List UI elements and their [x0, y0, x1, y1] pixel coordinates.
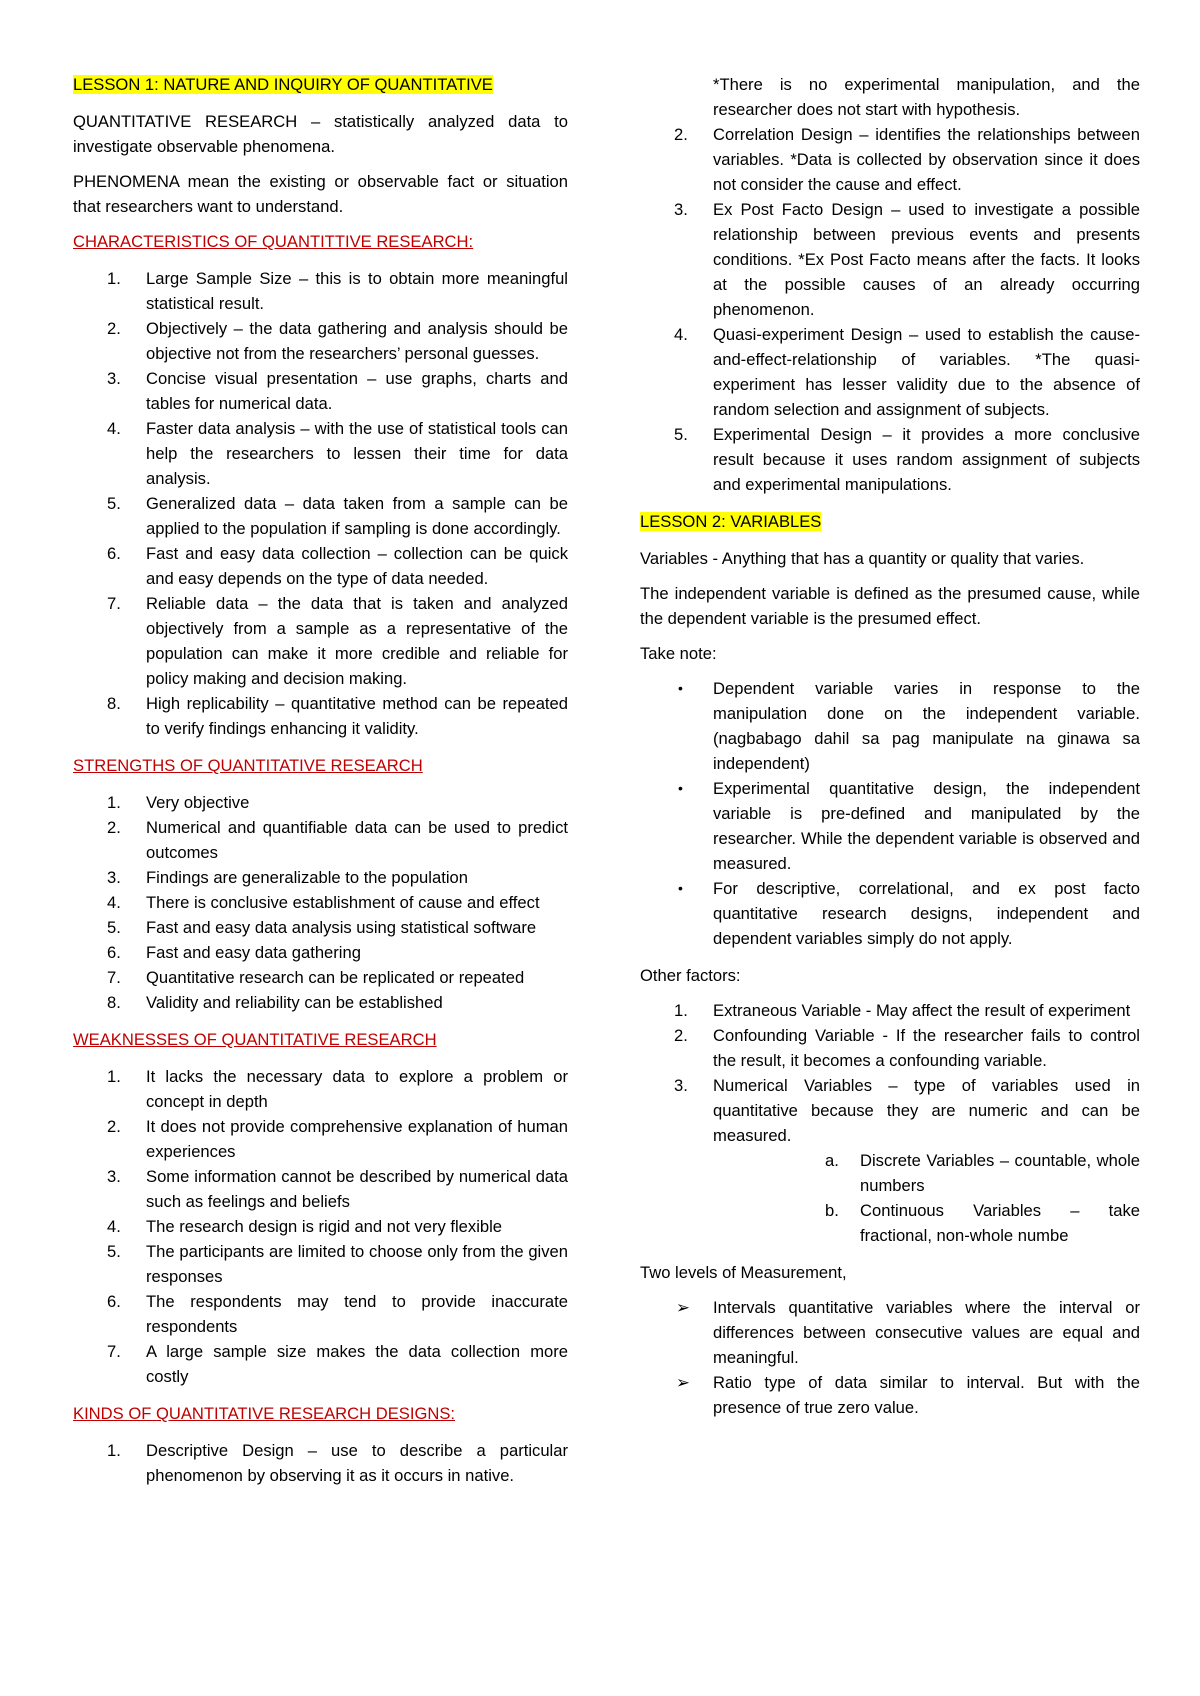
characteristics-list — [73, 266, 568, 741]
list-item: 5. Generalized data – data taken from a sample can be applied to the population if sampling is done accordingly. — [107, 494, 568, 538]
list-item: 1. Descriptive Design – use to describe a particular phenomenon by observing it as it occurs in native. — [107, 1441, 568, 1485]
list-item: 2. Correlation Design – identifies the relationships between variables. *Data is collected by observation since it does not consider the cause and effect. — [674, 125, 1140, 194]
arrow-icon: ➢ — [676, 1298, 690, 1317]
list-item: b. Continuous Variables – take fractional, non-whole numbe — [825, 1201, 1140, 1245]
list-item: 1. Extraneous Variable - May affect the result of experiment — [674, 1001, 1131, 1020]
list-item: 3. Ex Post Facto Design – used to investigate a possible relationship between previous events and presents conditions. *Ex Post Facto means after the facts. It looks at the possible causes of an already occurring phenomenon. — [674, 200, 1140, 319]
list-item: 6. The respondents may tend to provide inaccurate respondents — [107, 1292, 568, 1336]
list-item: 5. Fast and easy data analysis using statistical software — [107, 918, 537, 937]
list-item: 2. It does not provide comprehensive explanation of human experiences — [107, 1117, 568, 1161]
list-item: • Experimental quantitative design, the independent variable is pre-defined and manipulated by the researcher. While the dependent variable is observed and measured. — [640, 776, 1140, 876]
quantitative-research-definition: QUANTITATIVE RESEARCH – statistically analyzed data to investigate observable phenomena. — [73, 112, 568, 156]
arrow-icon: ➢ — [676, 1373, 690, 1392]
bullet-icon: • — [678, 680, 683, 696]
list-item: 7. A large sample size makes the data collection more costly — [107, 1342, 568, 1386]
list-item: 6. Fast and easy data gathering — [107, 943, 361, 962]
other-factors-list — [640, 998, 1140, 1248]
list-item: 5. Experimental Design – it provides a more conclusive result because it uses random assignment of subjects and experimental manipulations. — [674, 425, 1140, 494]
list-item: 2. Objectively – the data gathering and analysis should be objective not from the researchers’ personal guesses. — [107, 319, 568, 363]
list-item: 7. Reliable data – the data that is taken and analyzed objectively from a sample as a representative of the population can make it more credible and reliable for policy making and decision making. — [107, 594, 568, 688]
list-item: 1. Large Sample Size – this is to obtain more meaningful statistical result. — [107, 269, 568, 313]
list-item: 3. Numerical Variables – type of variables used in quantitative because they are numeric and can be measured. a. Discrete Variables – countable, whole numbers b. Continuous Variables – take fractional, non-whole numbe — [640, 1073, 1140, 1248]
list-item: 1. It lacks the necessary data to explore a problem or concept in depth — [107, 1067, 568, 1111]
bullet-icon: • — [678, 780, 683, 796]
list-item: 8. High replicability – quantitative method can be repeated to verify findings enhancing it validity. — [107, 694, 568, 738]
weaknesses-heading: WEAKNESSES OF QUANTITATIVE RESEARCH — [73, 1030, 437, 1049]
other-factors-label: Other factors: — [640, 966, 741, 985]
list-item: ➢ Ratio type of data similar to interval. But with the presence of true zero value. — [640, 1370, 1140, 1420]
list-item: 6. Fast and easy data collection – collection can be quick and easy depends on the type of data needed. — [107, 544, 568, 588]
levels-list — [640, 1295, 1140, 1420]
independent-dependent-definition: The independent variable is defined as the presumed cause, while the dependent variable is the presumed effect. — [640, 584, 1140, 628]
list-item: 4. There is conclusive establishment of cause and effect — [107, 893, 540, 912]
variables-definition: Variables - Anything that has a quantity or quality that varies. — [640, 549, 1085, 568]
characteristics-heading: CHARACTERISTICS OF QUANTITTIVE RESEARCH: — [73, 232, 474, 251]
phenomena-definition: PHENOMENA mean the existing or observable fact or situation that researchers want to understand. — [73, 172, 568, 216]
designs-heading: KINDS OF QUANTITATIVE RESEARCH DESIGNS: — [73, 1404, 456, 1423]
list-item: 2. Confounding Variable - If the researcher fails to control the result, it becomes a confounding variable. — [674, 1026, 1140, 1070]
list-item: 4. Quasi-experiment Design – used to establish the cause-and-effect-relationship of variables. *The quasi-experiment has lesser validity due to the absence of random selection and assignment of subjects. — [674, 325, 1140, 419]
list-item: a. Discrete Variables – countable, whole numbers — [825, 1151, 1140, 1195]
bullet-icon: • — [678, 880, 683, 896]
designs-continuation: *There is no experimental manipulation, and the researcher does not start with hypothesis. — [713, 75, 1140, 119]
list-item: ➢ Intervals quantitative variables where the interval or differences between consecutive values are equal and meaningful. — [640, 1295, 1140, 1370]
numerical-sublist — [640, 1148, 1140, 1248]
take-note-label: Take note: — [640, 644, 717, 663]
list-item: 1. Very objective — [107, 793, 250, 812]
take-note-list — [640, 676, 1140, 951]
list-item: 3. Findings are generalizable to the population — [107, 868, 468, 887]
list-item: 8. Validity and reliability can be established — [107, 993, 443, 1012]
right-column — [640, 72, 1140, 1432]
list-item: • Dependent variable varies in response to the manipulation done on the independent variable. (nagbabago dahil sa pag manipulate na ginawa sa independent) — [640, 676, 1140, 776]
list-item: 7. Quantitative research can be replicated or repeated — [107, 968, 525, 987]
weaknesses-list — [73, 1064, 568, 1389]
list-item: • For descriptive, correlational, and ex post facto quantitative research designs, independent and dependent variables simply do not apply. — [640, 876, 1140, 951]
designs-list-part2 — [640, 122, 1140, 497]
strengths-heading: STRENGTHS OF QUANTITATIVE RESEARCH — [73, 756, 423, 775]
list-item: 3. Some information cannot be described by numerical data such as feelings and beliefs — [107, 1167, 568, 1211]
lesson2-title: LESSON 2: VARIABLES — [640, 512, 822, 531]
strengths-list — [73, 790, 568, 1015]
list-item: 3. Concise visual presentation – use graphs, charts and tables for numerical data. — [107, 369, 568, 413]
lesson1-title: LESSON 1: NATURE AND INQUIRY OF QUANTITATIVE — [73, 75, 493, 94]
list-item: 2. Numerical and quantifiable data can be used to predict outcomes — [107, 818, 568, 862]
list-item: 4. The research design is rigid and not very flexible — [107, 1217, 503, 1236]
designs-list-part1 — [73, 1438, 568, 1488]
levels-label: Two levels of Measurement, — [640, 1263, 847, 1282]
list-item: 5. The participants are limited to choose only from the given responses — [107, 1242, 568, 1286]
list-item: 4. Faster data analysis – with the use of statistical tools can help the researchers to lessen their time for data analysis. — [107, 419, 568, 488]
left-column — [73, 72, 568, 1500]
